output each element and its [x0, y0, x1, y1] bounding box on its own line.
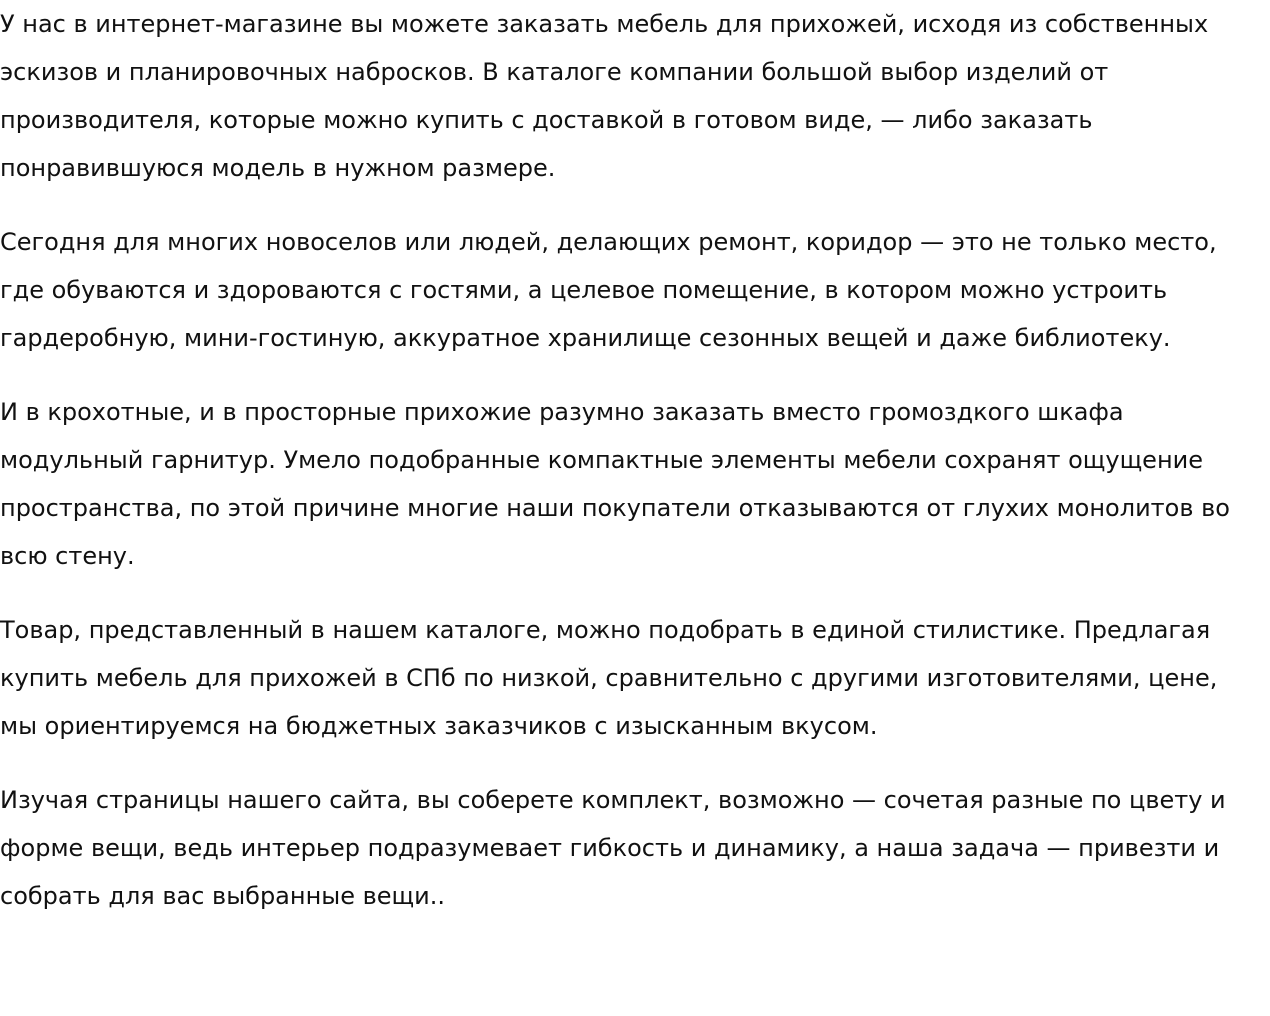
paragraph-corridor: Сегодня для многих новоселов или людей, делающих ремонт, коридор — это не только место, где обуваются и здороваются с гостями, а целевое помещение, в котором можно устроить гардеробную, мини-гостиную, аккуратное хранилище сезонных вещей и даже библиотеку. — [0, 228, 1217, 352]
paragraph-intro: У нас в интернет-магазине вы можете заказать мебель для прихожей, исходя из собственных эскизов и планировочных набросков. В каталоге компании большой выбор изделий от производителя, которые можно купить с доставкой в готовом виде, — либо заказать понравившуюся модель в нужном размере. — [0, 10, 1209, 182]
paragraph-catalog: Товар, представленный в нашем каталоге, можно подобрать в единой стилистике. Предлагая купить мебель для прихожей в СПб по низкой, сравнительно с другими изготовителями, цене, мы ориентируемся на бюджетных заказчиков с изысканным вкусом. — [0, 616, 1218, 740]
paragraph-modular: И в крохотные, и в просторные прихожие разумно заказать вместо громоздкого шкафа модульный гарнитур. Умело подобранные компактные элементы мебели сохранят ощущение пространства, по этой причине многие наши покупатели отказываются от глухих монолитов во всю стену. — [0, 398, 1230, 570]
paragraph-delivery: Изучая страницы нашего сайта, вы соберете комплект, возможно — сочетая разные по цвету и форме вещи, ведь интерьер подразумевает гибкость и динамику, а наша задача — привезти и собрать для вас выбранные вещи.. — [0, 786, 1226, 910]
